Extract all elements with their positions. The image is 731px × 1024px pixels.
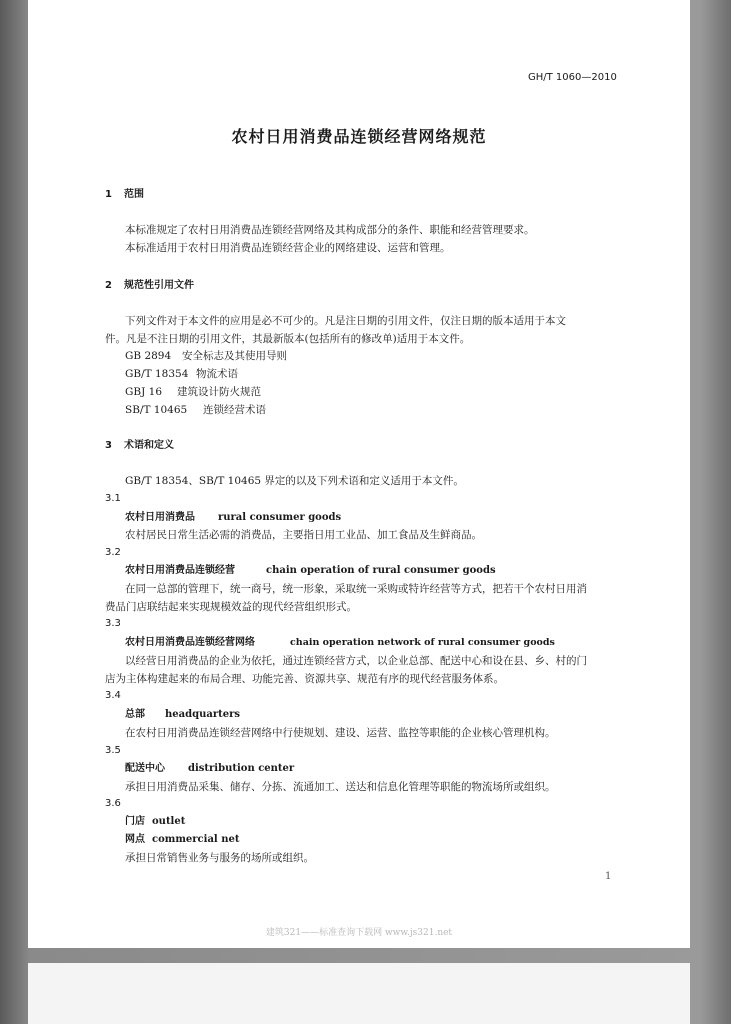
reference-code: GBJ 16 <box>125 386 163 398</box>
term-english-synonym: commercial net <box>152 834 240 845</box>
term-english: rural consumer goods <box>218 512 342 523</box>
term-number: 3.5 <box>105 745 121 756</box>
term-definition: 承担日常销售业务与服务的场所或组织。 <box>125 852 314 864</box>
section-3-intro: GB/T 18354、SB/T 10465 界定的以及下列术语和定义适用于本文件。 <box>125 475 464 487</box>
reference-name: 连锁经营术语 <box>203 404 266 416</box>
term-english: headquarters <box>165 709 240 720</box>
term-definition: 以经营日用消费品的企业为依托，通过连锁经营方式，以企业总部、配送中心和设在县、乡、村的门 <box>125 655 587 667</box>
term-english: chain operation network of rural consumer goods <box>290 637 555 648</box>
section-1-paragraph-1: 本标准规定了农村日用消费品连锁经营网络及其构成部分的条件、职能和经营管理要求。 <box>125 224 535 236</box>
term-chinese: 农村日用消费品连锁经营网络 <box>125 637 255 648</box>
term-number: 3.3 <box>105 618 121 629</box>
term-chinese: 门店 <box>125 816 145 827</box>
section-3-heading: 术语和定义 <box>124 440 174 451</box>
term-english: outlet <box>152 816 186 827</box>
reference-code: GB 2894 <box>125 350 172 362</box>
document-title: 农村日用消费品连锁经营网络规范 <box>231 127 487 146</box>
next-page-edge <box>28 963 690 1024</box>
term-definition: 费品门店联结起来实现规模效益的现代经营组织形式。 <box>105 601 357 613</box>
term-chinese: 农村日用消费品连锁经营 <box>125 565 235 576</box>
section-1-paragraph-2: 本标准适用于农村日用消费品连锁经营企业的网络建设、运营和管理。 <box>125 242 451 254</box>
term-number: 3.2 <box>105 547 121 558</box>
term-definition: 店为主体构建起来的布局合理、功能完善、资源共享、规范有序的现代经营服务体系。 <box>105 673 504 685</box>
term-chinese: 配送中心 <box>125 763 165 774</box>
section-2-number: 2 <box>105 280 112 291</box>
reference-name: 建筑设计防火规范 <box>177 386 261 398</box>
document-page <box>28 0 690 948</box>
term-english: distribution center <box>188 763 295 774</box>
section-1-number: 1 <box>105 189 112 200</box>
section-2-paragraph-line-2: 件。凡是不注日期的引用文件，其最新版本(包括所有的修改单)适用于本文件。 <box>105 333 471 345</box>
term-definition: 在同一总部的管理下，统一商号，统一形象，采取统一采购或特许经营等方式，把若干个农村日用消 <box>125 583 587 595</box>
term-chinese: 农村日用消费品 <box>125 512 195 523</box>
term-chinese: 总部 <box>125 709 145 720</box>
term-number: 3.6 <box>105 798 121 809</box>
standard-number: GH/T 1060—2010 <box>528 72 617 83</box>
term-definition: 承担日用消费品采集、储存、分拣、流通加工、送达和信息化管理等职能的物流场所或组织。 <box>125 781 556 793</box>
section-3-number: 3 <box>105 440 112 451</box>
term-definition: 在农村日用消费品连锁经营网络中行使规划、建设、运营、监控等职能的企业核心管理机构。 <box>125 727 556 739</box>
term-number: 3.4 <box>105 690 121 701</box>
term-chinese-synonym: 网点 <box>125 834 145 845</box>
section-1-heading: 范围 <box>124 189 144 200</box>
reference-name: 安全标志及其使用导则 <box>182 350 287 362</box>
reference-code: SB/T 10465 <box>125 404 188 416</box>
page-number: 1 <box>605 871 612 882</box>
reference-name: 物流术语 <box>196 368 238 380</box>
reference-code: GB/T 18354 <box>125 368 189 380</box>
watermark: 建筑321——标准查询下载网 www.js321.net <box>265 928 453 938</box>
term-definition: 农村居民日常生活必需的消费品，主要指日用工业品、加工食品及生鲜商品。 <box>125 529 482 541</box>
section-2-heading: 规范性引用文件 <box>124 280 194 291</box>
term-number: 3.1 <box>105 493 121 504</box>
section-2-paragraph-line-1: 下列文件对于本文件的应用是必不可少的。凡是注日期的引用文件，仅注日期的版本适用于本文 <box>125 315 566 327</box>
term-english: chain operation of rural consumer goods <box>266 565 496 576</box>
